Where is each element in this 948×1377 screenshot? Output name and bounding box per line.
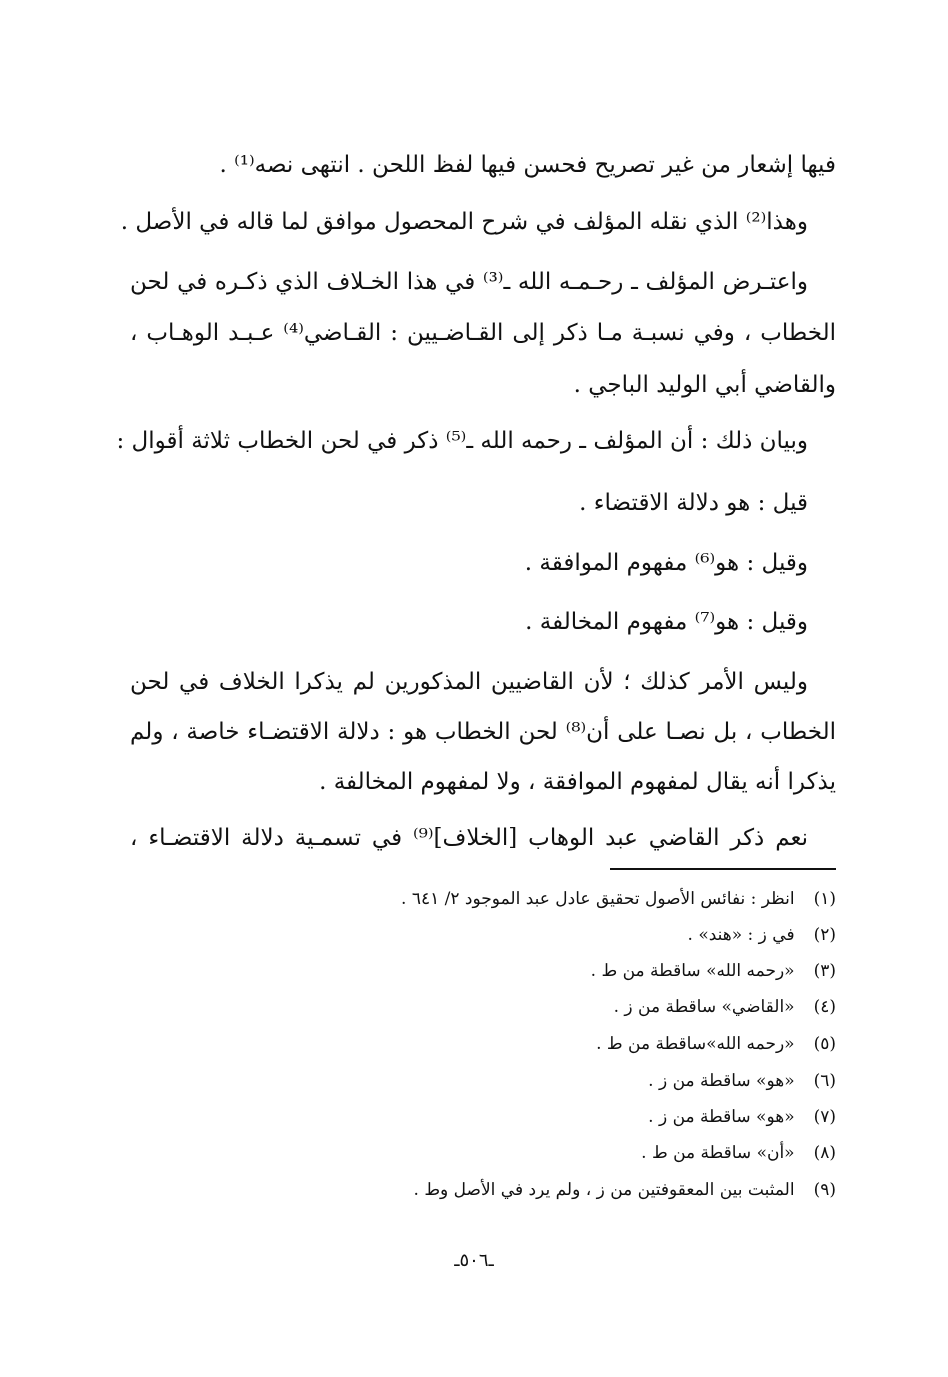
footnote-text: انظر : نفائس الأصول تحقيق عادل عبد الموجود ٢/ ٦٤١ .: [401, 889, 795, 909]
footnote-number: (٨): [813, 1143, 836, 1163]
footnote-text: «رحمه الله»ساقطة من ط .: [596, 1034, 795, 1054]
footnote-number: (٧): [813, 1107, 836, 1127]
body-line-3: واعتـرض المؤلف ـ رحـمـه الله ـ⁽³⁾ في هذا الخـلاف الذي ذكـره في لحن: [130, 269, 808, 295]
body-line-7: قيل : هو دلالة الاقتضاء .: [579, 490, 808, 516]
footnote-text: في ز : «هند» .: [687, 925, 795, 945]
body-line-8: وقيل : هو⁽⁶⁾ مفهوم الموافقة .: [524, 550, 808, 576]
footnote-separator: [610, 868, 836, 870]
footnote-1: [130, 884, 836, 914]
footnote-number: (٤): [813, 997, 836, 1017]
footnote-number: (٢): [813, 925, 836, 945]
footnote-text: «القاضي» ساقطة من ز .: [613, 997, 795, 1017]
footnote-number: (٩): [813, 1180, 836, 1200]
footnote-text: المثبت بين المعقوفتين من ز ، ولم يرد في الأصل وط .: [413, 1180, 795, 1200]
body-line-9: وقيل : هو⁽⁷⁾ مفهوم المخالفة .: [525, 609, 808, 635]
footnote-text: «هو» ساقطة من ز .: [648, 1071, 795, 1091]
body-line-13: نعم ذكر القاضي عبد الوهاب [الخلاف]⁽⁹⁾ في تسمـية دلالة الاقتضـاء ،: [130, 825, 808, 851]
footnote-7: [130, 1102, 836, 1132]
body-line-4: الخطاب ، وفي نسبـة مـا ذكر إلى القـاضـيين : القـاضي⁽⁴⁾ عـبـد الوهـاب ،: [130, 320, 836, 346]
footnote-4: [130, 992, 836, 1022]
footnote-2: [130, 920, 836, 950]
footnote-5: [130, 1029, 836, 1059]
footnote-3: [130, 956, 836, 986]
footnote-number: (٣): [813, 961, 836, 981]
footnote-number: (١): [813, 889, 836, 909]
body-line-2: وهذا⁽²⁾ الذي نقله المؤلف في شرح المحصول موافق لما قاله في الأصل .: [120, 209, 808, 235]
body-line-12: يذكرا أنه يقال لمفهوم الموافقة ، ولا لمفهوم المخالفة .: [319, 769, 836, 795]
body-line-6: وبيان ذلك : أن المؤلف ـ رحمه الله ـ⁽⁵⁾ ذكر في لحن الخطاب ثلاثة أقوال :: [116, 428, 808, 454]
body-line-10: وليس الأمر كذلك ؛ لأن القاضيين المذكورين لم يذكرا الخلاف في لحن: [130, 669, 808, 695]
body-line-1: فيها إشعار من غير تصريح فحسن فيها لفظ اللحن . انتهى نصه⁽¹⁾ .: [219, 152, 836, 178]
footnote-text: «رحمه الله» ساقطة من ط .: [590, 961, 795, 981]
footnote-8: [130, 1138, 836, 1168]
body-line-11: الخطاب ، بل نصـا على أن⁽⁸⁾ لحن الخطاب هو : دلالة الاقتضـاء خاصة ، ولم: [130, 719, 837, 745]
body-line-5: والقاضي أبي الوليد الباجي .: [573, 372, 836, 398]
footnote-6: [130, 1066, 836, 1096]
footnote-text: «أن» ساقطة من ط .: [641, 1143, 795, 1163]
footnote-number: (٦): [813, 1071, 836, 1091]
page-number: ـ٥٠٦ـ: [454, 1250, 494, 1271]
footnote-text: «هو» ساقطة من ز .: [648, 1107, 795, 1127]
footnote-number: (٥): [813, 1034, 836, 1054]
footnote-9: [130, 1175, 836, 1205]
